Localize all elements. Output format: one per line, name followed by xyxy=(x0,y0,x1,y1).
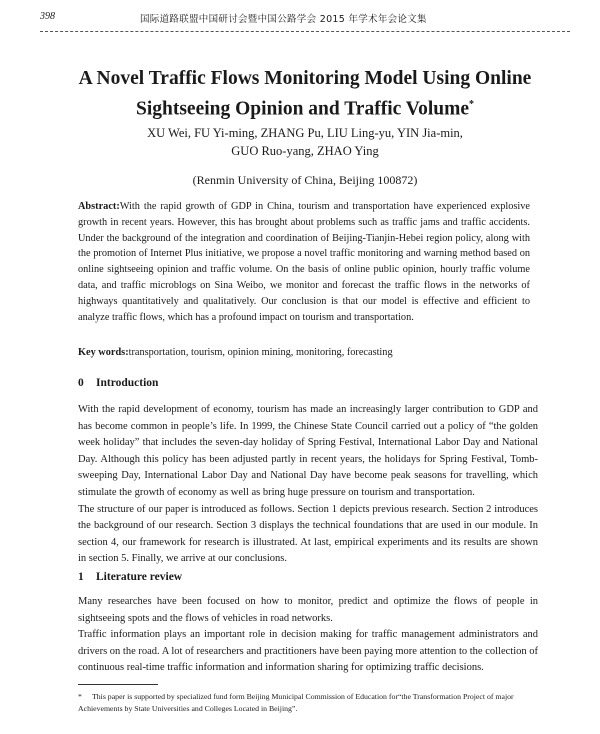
abstract xyxy=(78,199,530,325)
section-title: Literature review xyxy=(96,571,183,583)
title-line-1: A Novel Traffic Flows Monitoring Model Using Online xyxy=(78,68,532,89)
keywords-label: Key words: xyxy=(78,347,129,358)
paper-title xyxy=(40,66,570,123)
paragraph: The structure of our paper is introduced as follows. Section 1 depicts previous research. Section 2 introduces the background of our research. Section 3 displays the technical foundations that are used in our module. In section 4, our framework for research is illustrated. At last, empirical experiments and its results are shown in section 5. Finally, we arrive at our conclusions. xyxy=(78,503,538,565)
section-number: 0 xyxy=(78,377,84,389)
section-body-introduction xyxy=(78,402,538,568)
page-number: 398 xyxy=(40,11,55,22)
paragraph: With the rapid development of economy, tourism has made an increasingly larger contribution to GDP and has become common in people’s life. In 1999, the Chinese State Council carried out a policy of “the golden week holiday” that includes the seven-day holiday of Spring Festival, International Labor Day and National Day. Although this policy has been adjusted partly in recent years, the holidays for Spring Festival, Tomb-sweeping Day, International Labor Day and National Day have become peak seasons for travelling, which stimulate the growth of economy as well as bring huge pressure on tourism and transportation. xyxy=(78,404,538,498)
author-list xyxy=(40,124,570,160)
journal-name: 国际道路联盟中国研讨会暨中国公路学会 2015 年学术年会论文集 xyxy=(140,14,427,25)
paragraph: Many researches have been focused on how to monitor, predict and optimize the flows of people in sightseeing spots and the flows of vehicles in road networks. xyxy=(78,596,538,624)
authors-line-2: GUO Ruo-yang, ZHAO Ying xyxy=(231,144,379,158)
footnote xyxy=(78,691,538,715)
abstract-text: With the rapid growth of GDP in China, tourism and transportation have experienced explosive growth in recent years. However, this has brought about problems such as traffic jams and traffic accidents. Under the background of the integration and coordination of Beijing-Tianjin-Hebei region policy, along with the promotion of Internet Plus initiative, we propose a novel traffic monitoring and warning method based on online sightseeing opinion and traffic volume. On the basis of online public opinion, hourly traffic volume data, and traffic microblogs on Sina Weibo, we monitor and forecast the traffic flows in the networks of highways quantitatively and qualitatively. Our conclusion is that our model is effective and efficient to analyze traffic flows, which has a profound impact on tourism and transportation. xyxy=(78,201,530,323)
section-heading-literature-review xyxy=(78,571,182,583)
affiliation: (Renmin University of China, Beijing 100872) xyxy=(192,173,418,187)
authors-line-1: XU Wei, FU Yi-ming, ZHANG Pu, LIU Ling-yu, YIN Jia-min, xyxy=(147,126,463,140)
section-title: Introduction xyxy=(96,377,159,389)
footnote-text: This paper is supported by specialized fund form Beijing Municipal Commission of Education for“the Transformation Project of major Achievements by State Universities and Colleges Located in Beijing”. xyxy=(78,692,514,713)
footnote-divider xyxy=(78,684,158,685)
section-number: 1 xyxy=(78,571,84,583)
footnote-mark: * xyxy=(78,692,82,701)
keywords xyxy=(78,345,530,360)
abstract-label: Abstract: xyxy=(78,201,120,212)
section-body-literature-review xyxy=(78,594,538,677)
section-heading-introduction xyxy=(78,377,158,389)
header-divider xyxy=(40,31,570,32)
title-footnote-mark: * xyxy=(469,99,474,110)
paragraph: Traffic information plays an important role in decision making for traffic management administrators and drivers on the road. A lot of researchers and practitioners have been paying more attention to the collection of continuous real-time traffic information and information sharing for optimizing traffic decisions. xyxy=(78,629,538,674)
running-head xyxy=(40,11,570,25)
title-line-2: Sightseeing Opinion and Traffic Volume xyxy=(135,98,469,120)
keywords-text: transportation, tourism, opinion mining, monitoring, forecasting xyxy=(128,347,393,358)
